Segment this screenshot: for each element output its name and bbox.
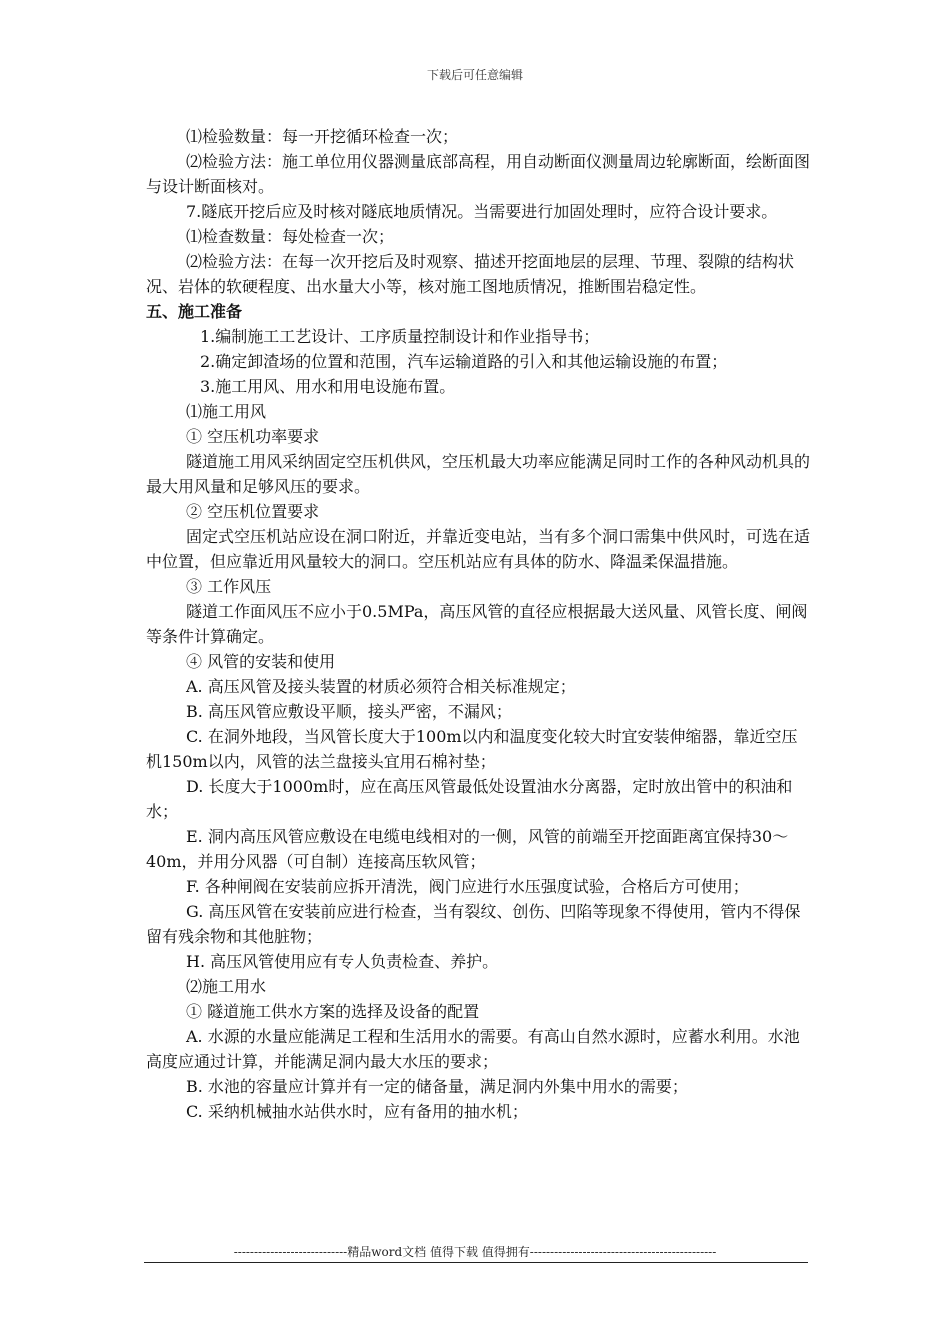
paragraph: 隧道施工用风采纳固定空压机供风，空压机最大功率应能满足同时工作的各种风动机具的最大用风量和足够风压的要求。 — [146, 452, 811, 496]
list-item: 1.编制施工工艺设计、工序质量控制设计和作业指导书； — [200, 327, 600, 346]
subheading: ⑴施工用风 — [186, 402, 267, 421]
list-item: A. 高压风管及接头装置的材质必须符合相关标准规定； — [186, 677, 576, 696]
subheading: ① 隧道施工供水方案的选择及设备的配置 — [186, 1002, 480, 1021]
document-body — [146, 124, 810, 1124]
page-footer: ----------------------------精品word文档 值得下载 值得拥有---------------------------------------------- — [233, 1245, 717, 1259]
list-item: C. 采纳机械抽水站供水时，应有备用的抽水机； — [186, 1102, 528, 1121]
paragraph: ⑴检查数量：每处检查一次； — [186, 227, 395, 246]
footer-divider — [144, 1262, 808, 1263]
list-item: D. 长度大于1000m时，应在高压风管最低处设置油水分离器，定时放出管中的积油和水； — [146, 777, 793, 821]
paragraph: 隧道工作面风压不应小于0.5MPa，高压风管的直径应根据最大送风量、风管长度、闸阀等条件计算确定。 — [146, 602, 808, 646]
page-header: 下载后可任意编辑 — [426, 68, 523, 82]
subheading: ④ 风管的安装和使用 — [186, 652, 336, 671]
list-item: G. 高压风管在安装前应进行检查，当有裂纹、创伤、凹陷等现象不得使用，管内不得保留有残余物和其他脏物； — [146, 902, 801, 946]
paragraph: ⑵检验方法：在每一次开挖后及时观察、描述开挖面地层的层理、节理、裂隙的结构状况、岩体的软硬程度、出水量大小等，核对施工图地质情况，推断围岩稳定性。 — [146, 252, 795, 296]
subheading: ③ 工作风压 — [186, 577, 272, 596]
list-item: 3.施工用风、用水和用电设施布置。 — [200, 377, 456, 396]
section-heading: 五、施工准备 — [146, 302, 243, 321]
list-item: H. 高压风管使用应有专人负责检查、养护。 — [186, 952, 499, 971]
subheading: ① 空压机功率要求 — [186, 427, 320, 446]
list-item: 2.确定卸渣场的位置和范围，汽车运输道路的引入和其他运输设施的布置； — [200, 352, 728, 371]
subheading: ⑵施工用水 — [186, 977, 267, 996]
paragraph: ⑵检验方法：施工单位用仪器测量底部高程，用自动断面仪测量周边轮廓断面，绘断面图与设计断面核对。 — [146, 152, 811, 196]
list-item: E. 洞内高压风管应敷设在电缆电线相对的一侧，风管的前端至开挖面距离宜保持30～40m，并用分风器（可自制）连接高压软风管； — [146, 827, 789, 871]
list-item: A. 水源的水量应能满足工程和生活用水的需要。有高山自然水源时，应蓄水利用。水池高度应通过计算，并能满足洞内最大水压的要求； — [146, 1027, 800, 1071]
list-item: B. 水池的容量应计算并有一定的储备量，满足洞内外集中用水的需要； — [186, 1077, 688, 1096]
paragraph: 固定式空压机站应设在洞口附近，并靠近变电站，当有多个洞口需集中供风时，可选在适中位置，但应靠近用风量较大的洞口。空压机站应有具体的防水、降温柔保温措施。 — [146, 527, 811, 571]
list-item: B. 高压风管应敷设平顺，接头严密，不漏风； — [186, 702, 512, 721]
paragraph: 7.隧底开挖后应及时核对隧底地质情况。当需要进行加固处理时，应符合设计要求。 — [186, 202, 778, 221]
list-item: F. 各种闸阀在安装前应拆开清洗，阀门应进行水压强度试验，合格后方可使用； — [186, 877, 749, 896]
subheading: ② 空压机位置要求 — [186, 502, 320, 521]
list-item: C. 在洞外地段，当风管长度大于100m以内和温度变化较大时宜安装伸缩器，靠近空压机150m以内，风管的法兰盘接头宜用石棉衬垫； — [146, 727, 798, 771]
paragraph: ⑴检验数量：每一开挖循环检查一次； — [186, 127, 459, 146]
